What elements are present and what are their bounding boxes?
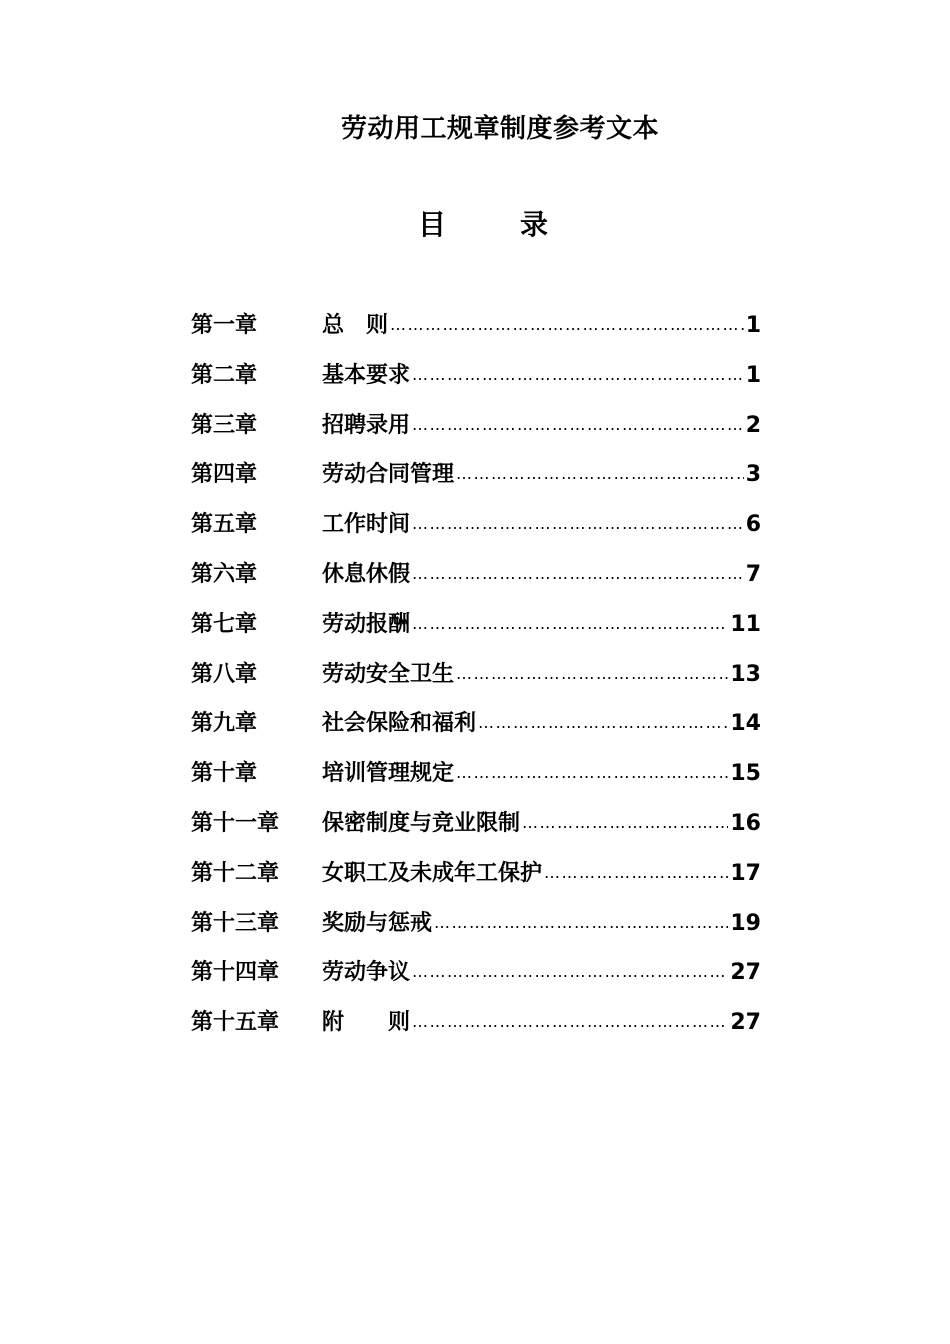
toc-chapter-number: 第九章 xyxy=(191,711,258,737)
toc-entry[interactable] xyxy=(191,806,761,856)
toc-page-number: 15 xyxy=(730,761,761,787)
toc-chapter-title: 劳动报酬 xyxy=(322,611,411,637)
toc-chapter-number: 第三章 xyxy=(191,412,258,438)
toc-entry[interactable] xyxy=(191,706,761,756)
toc-page-number: 27 xyxy=(730,960,761,986)
toc-dot-leader xyxy=(412,365,744,384)
toc-dot-leader xyxy=(522,813,728,832)
toc-chapter-title: 劳动合同管理 xyxy=(322,462,455,488)
toc-chapter-title: 劳动争议 xyxy=(322,960,411,986)
toc-entry[interactable] xyxy=(191,856,761,906)
toc-dot-leader xyxy=(456,464,744,483)
toc-dot-leader xyxy=(412,564,744,583)
toc-page-number: 27 xyxy=(730,1010,761,1036)
toc-chapter-number: 第十二章 xyxy=(191,860,280,886)
toc-chapter-number: 第七章 xyxy=(191,611,258,637)
toc-dot-leader xyxy=(412,614,728,633)
toc-heading xyxy=(418,203,548,243)
toc-page-number: 3 xyxy=(745,462,761,488)
toc-page-number: 2 xyxy=(745,412,761,438)
toc-chapter-number: 第十章 xyxy=(191,761,258,787)
toc-chapter-title: 女职工及未成年工保护 xyxy=(322,860,543,886)
toc-dot-leader xyxy=(412,514,744,533)
toc-entry[interactable] xyxy=(191,906,761,956)
toc-dot-leader xyxy=(412,415,744,434)
toc-chapter-title: 休息休假 xyxy=(322,561,411,587)
toc-entry[interactable] xyxy=(191,657,761,707)
table-of-contents xyxy=(191,308,761,1055)
toc-page-number: 16 xyxy=(730,810,761,836)
toc-chapter-number: 第八章 xyxy=(191,661,258,687)
toc-chapter-number: 第十五章 xyxy=(191,1010,280,1036)
toc-entry[interactable] xyxy=(191,557,761,607)
toc-chapter-number: 第二章 xyxy=(191,362,258,388)
toc-chapter-number: 第六章 xyxy=(191,561,258,587)
toc-dot-leader xyxy=(456,763,728,782)
toc-page-number: 7 xyxy=(745,561,761,587)
toc-dot-leader xyxy=(478,713,728,732)
toc-chapter-number: 第十三章 xyxy=(191,910,280,936)
toc-entry[interactable] xyxy=(191,955,761,1005)
toc-entry[interactable] xyxy=(191,507,761,557)
toc-dot-leader xyxy=(412,962,728,981)
toc-entry[interactable] xyxy=(191,308,761,358)
toc-dot-leader xyxy=(390,315,744,334)
toc-page-number: 14 xyxy=(730,711,761,737)
toc-entry[interactable] xyxy=(191,1005,761,1055)
toc-chapter-number: 第四章 xyxy=(191,462,258,488)
toc-entry[interactable] xyxy=(191,457,761,507)
toc-chapter-number: 第五章 xyxy=(191,512,258,538)
toc-chapter-title: 社会保险和福利 xyxy=(322,711,477,737)
toc-chapter-number: 第十四章 xyxy=(191,960,280,986)
toc-entry[interactable] xyxy=(191,358,761,408)
toc-chapter-title: 总 则 xyxy=(322,313,389,338)
toc-chapter-title: 招聘录用 xyxy=(322,412,411,438)
toc-chapter-number: 第一章 xyxy=(191,313,258,338)
toc-page-number: 19 xyxy=(730,910,761,936)
toc-page-number: 1 xyxy=(745,362,761,388)
toc-chapter-title: 保密制度与竞业限制 xyxy=(322,810,521,836)
toc-page-number: 17 xyxy=(730,860,761,886)
toc-chapter-title: 基本要求 xyxy=(322,362,411,388)
toc-dot-leader xyxy=(434,913,728,932)
toc-chapter-number: 第十一章 xyxy=(191,810,280,836)
toc-heading-char-2: 录 xyxy=(519,208,548,241)
toc-dot-leader xyxy=(412,1012,728,1031)
toc-entry[interactable] xyxy=(191,756,761,806)
toc-entry[interactable] xyxy=(191,408,761,458)
toc-page-number: 1 xyxy=(745,313,761,338)
toc-dot-leader xyxy=(544,863,728,882)
toc-chapter-title: 奖励与惩戒 xyxy=(322,910,433,936)
toc-dot-leader xyxy=(456,664,728,683)
toc-chapter-title: 附 则 xyxy=(322,1010,411,1036)
toc-chapter-title: 培训管理规定 xyxy=(322,761,455,787)
toc-heading-char-1: 目 xyxy=(418,208,447,241)
toc-page-number: 6 xyxy=(745,512,761,538)
toc-chapter-title: 工作时间 xyxy=(322,512,411,538)
document-title: 劳动用工规章制度参考文本 xyxy=(340,114,659,144)
toc-page-number: 13 xyxy=(730,661,761,687)
toc-page-number: 11 xyxy=(730,611,761,637)
toc-entry[interactable] xyxy=(191,607,761,657)
toc-chapter-title: 劳动安全卫生 xyxy=(322,661,455,687)
